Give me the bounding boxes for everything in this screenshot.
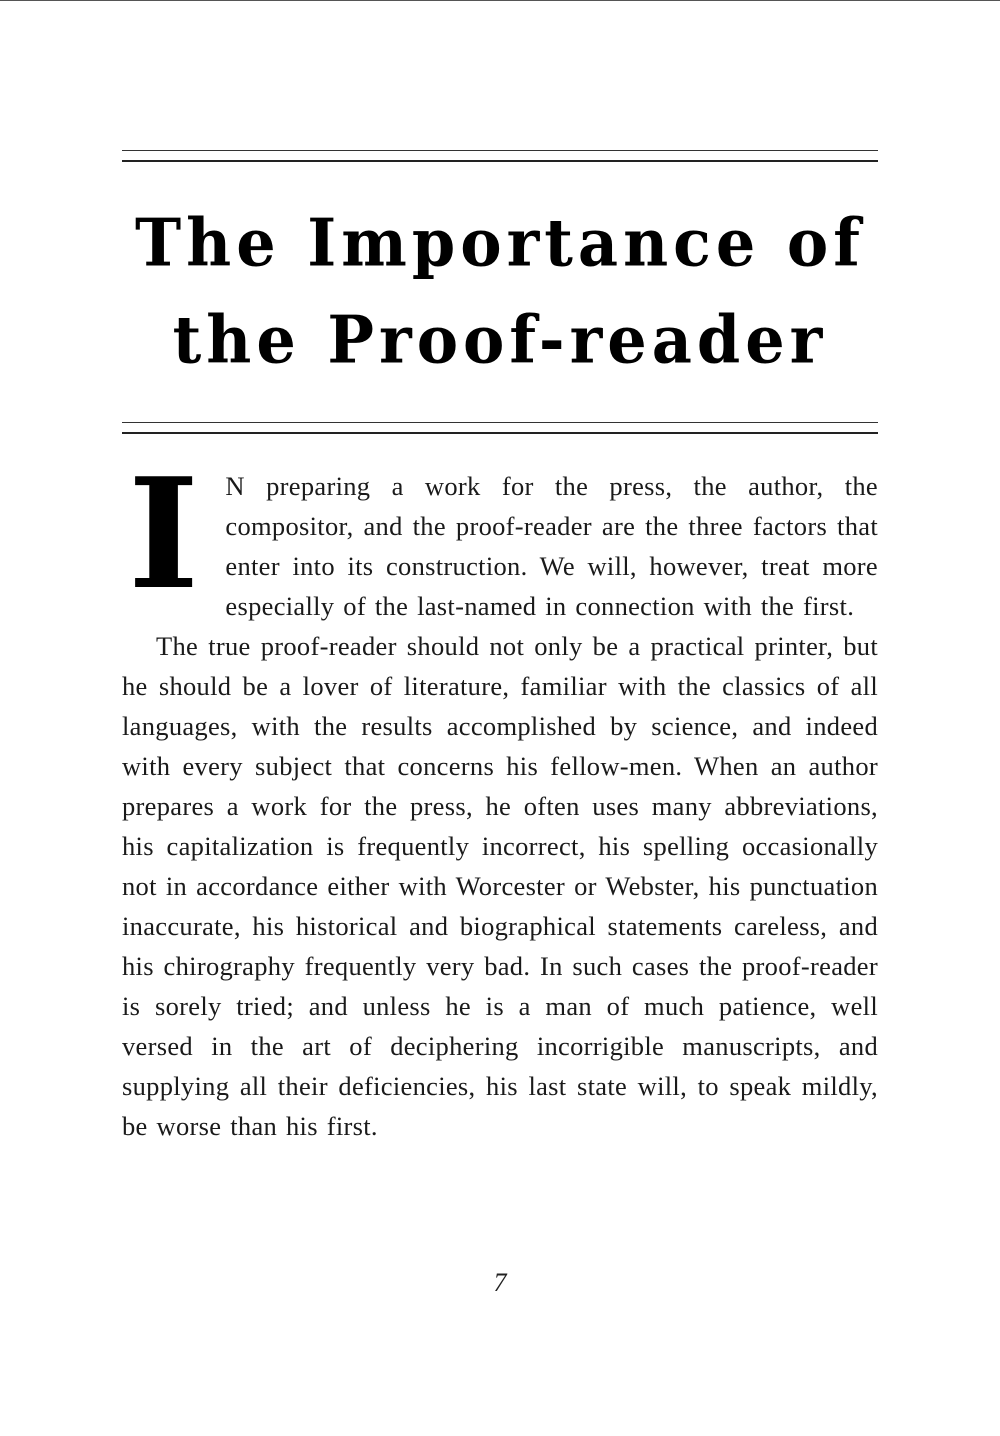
paragraph: [122, 444, 878, 626]
paragraph-1-text: N preparing a work for the press, the author, the compositor, and the proof-reader are the three factors that enter into its construction. We will, however, treat more especially of the last-named in connection with the first.: [225, 471, 878, 621]
top-rule-thick: [122, 160, 878, 162]
bottom-double-rule: [122, 422, 878, 436]
chapter-title-line-2: the Proof-reader: [172, 301, 828, 379]
bottom-rule-thick: [122, 432, 878, 434]
chapter-title: [122, 195, 878, 388]
book-page: [122, 150, 878, 1146]
paragraph: [122, 626, 878, 1146]
page-number: 7: [493, 1268, 507, 1297]
page-top-edge: [0, 0, 1000, 1]
chapter-title-line-1: The Importance of: [135, 204, 865, 282]
paragraph-2-text: The true proof-reader should not only be a practical printer, but he should be a lover of literature, familiar with the classics of all languages, with the results accomplished by science, and indeed with every subject that concerns his fellow-men. When an author prepares a work for the press, he often uses many abbreviations, his capitalization is frequently incorrect, his spelling occasionally not in accordance either with Worcester or Webster, his punctuation inaccurate, his historical and biographical statements careless, and his chirography frequently very bad. In such cases the proof-reader is sorely tried; and unless he is a man of much patience, well versed in the art of deciphering incorrigible manuscripts, and supplying all their deficiencies, his last state will, to speak mildly, be worse than his first.: [122, 631, 878, 1141]
drop-cap: I: [128, 444, 200, 623]
body-text: [122, 444, 878, 1146]
top-double-rule: [122, 150, 878, 164]
top-rule-thin: [122, 150, 878, 151]
bottom-rule-thin: [122, 422, 878, 423]
